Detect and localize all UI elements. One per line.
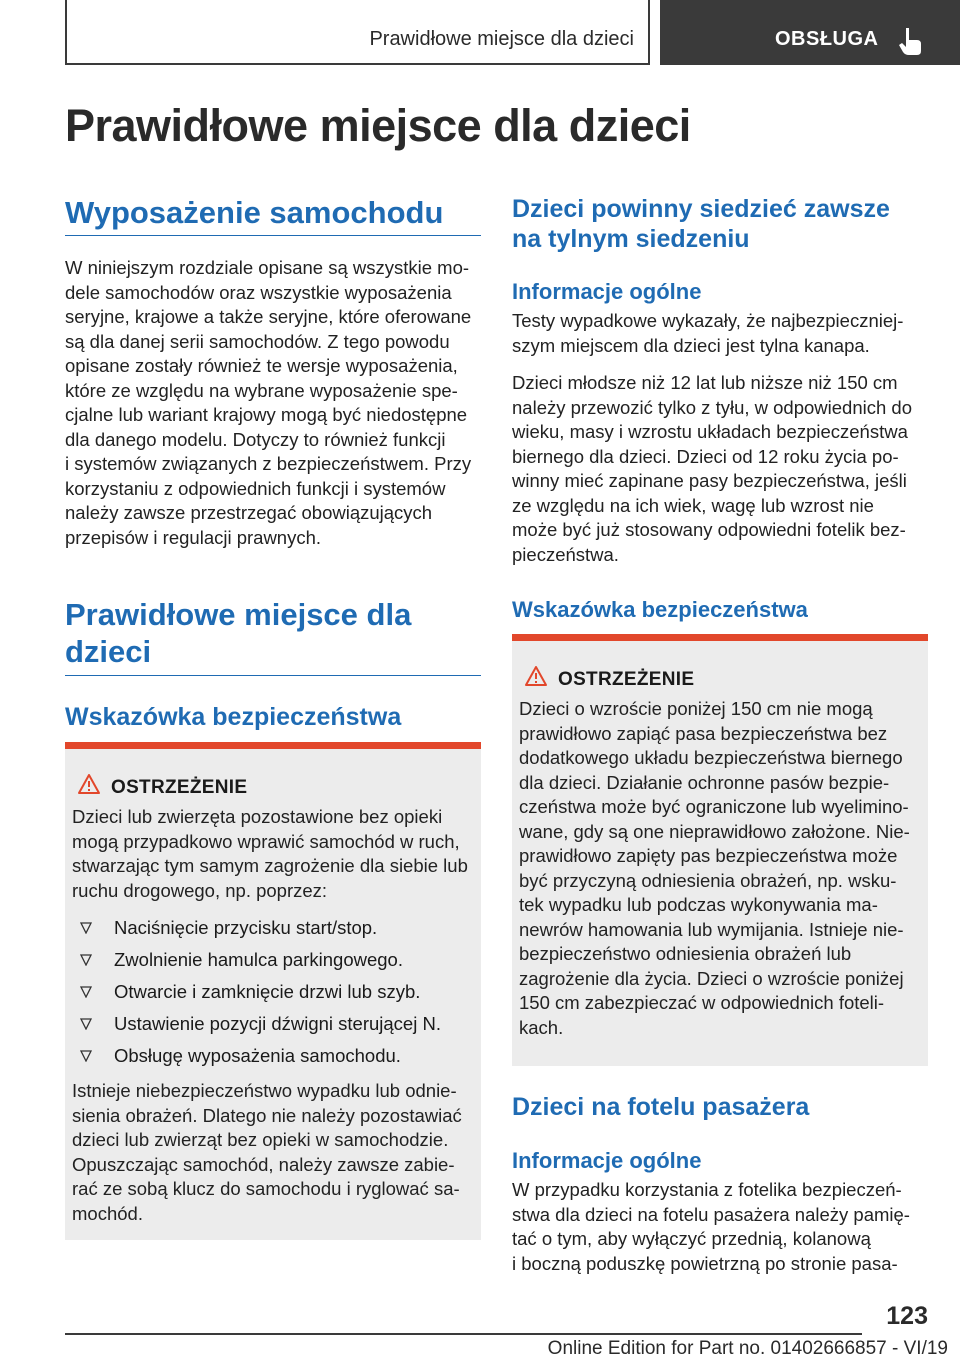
header-section-box <box>65 0 650 65</box>
triangle-bullet-icon <box>80 1018 92 1030</box>
warning-triangle-icon <box>77 773 101 795</box>
bullet-text: Zwolnienie hamulca parkingowego. <box>114 949 403 970</box>
warning-box <box>512 634 928 1066</box>
header-tab-obsluga <box>660 0 960 65</box>
triangle-bullet-icon <box>80 986 92 998</box>
text-line: kach. <box>519 1016 564 1038</box>
page-title: Prawidłowe miejsce dla dzieci <box>65 100 691 151</box>
heading-equipment: Wyposażenie samochodu <box>65 195 444 230</box>
text-line: W przypadku korzystania z fotelika bezpieczeń‐ <box>512 1179 902 1200</box>
heading-passenger-seat: Dzieci na fotelu pasażera <box>512 1093 810 1121</box>
text-line: winny mieć zapinane pasy bezpieczeństwa, jeśli <box>512 470 907 491</box>
text-line: i systemów związanych z bezpieczeństwem. Przy <box>65 453 472 474</box>
text-line: cjalne lub wariant krajowy mogą być niedostępne <box>65 404 468 425</box>
text-line: mogą przypadkowo wprawić samochód w ruch, <box>72 830 460 852</box>
text-line: W niniejszym rozdziale opisane są wszystkie mo‐ <box>65 257 470 278</box>
text-line: wane, gdy są one nieprawidłowo założone. Nie‐ <box>519 820 910 842</box>
pointing-hand-icon <box>897 26 923 56</box>
text-line: Dzieci lub zwierzęta pozostawione bez opieki <box>72 806 443 827</box>
heading-line: Dzieci powinny siedzieć zawsze <box>512 195 890 223</box>
text-line: są dla danej serii samochodów. Z tego powodu <box>65 330 450 352</box>
header-tab-label: OBSŁUGA <box>775 28 879 50</box>
heading-line: na tylnym siedzeniu <box>512 225 750 253</box>
text-line: prawidłowo zapiąć pasa bezpieczeństwa bez <box>519 722 888 744</box>
text-line: które ze względu na wybrane wyposażenie spe‐ <box>65 379 458 401</box>
text-line: tek wypadku lub podczas wykonywania ma‐ <box>519 894 878 915</box>
text-line: należy zawsze przestrzegać obowiązujących <box>65 502 433 523</box>
text-line: Dzieci o wzroście poniżej 150 cm nie mogą <box>519 698 873 719</box>
text-line: Istnieje niebezpieczeństwo wypadku lub odnie‐ <box>72 1080 457 1101</box>
general-paragraph-2 <box>512 371 912 567</box>
text-line: sienia obrażeń. Dlatego nie należy pozostawiać <box>72 1104 462 1126</box>
text-line: ruchu drogowego, np. poprzez: <box>72 879 328 901</box>
text-line: tać o tym, aby wyłączyć przednią, kolanową <box>512 1228 871 1249</box>
warning-text <box>519 697 910 1040</box>
text-line: rać ze sobą klucz do samochodu i ryglować sa‐ <box>72 1178 460 1199</box>
text-line: stwarzając tym samym zagrożenie dla siebie lub <box>72 855 468 876</box>
heading-rule <box>65 675 481 676</box>
heading-general-info: Informacje ogólne <box>512 279 702 304</box>
warning-box <box>65 742 481 1240</box>
equipment-paragraph <box>65 256 471 550</box>
footer-edition-text: Online Edition for Part no. 01402666857 - VI/19 <box>547 1338 948 1359</box>
text-line: Dzieci młodsze niż 12 lat lub niższe niż 150 cm <box>512 372 898 393</box>
header-section-title: Prawidłowe miejsce dla dzieci <box>369 28 634 50</box>
text-line: czeństwa może być ograniczone lub wyelimino‐ <box>519 796 909 817</box>
passenger-paragraph <box>512 1178 910 1276</box>
bullet-text: Naciśnięcie przycisku start/stop. <box>114 917 378 938</box>
text-line: pieczeństwa. <box>512 543 619 565</box>
text-line: prawidłowo zapięty pas bezpieczeństwa może <box>519 845 898 866</box>
warning-triangle-icon <box>524 665 548 687</box>
triangle-bullet-icon <box>80 1050 92 1062</box>
footer-rule <box>65 1333 862 1335</box>
text-line: przepisów i regulacji prawnych. <box>65 526 322 548</box>
text-line: należy przewozić tylko z tyłu, w odpowiednich do <box>512 396 912 418</box>
heading-general-info: Informacje ogólne <box>512 1148 702 1173</box>
triangle-bullet-icon <box>80 922 92 934</box>
heading-safety-note: Wskazówka bezpieczeństwa <box>65 703 402 731</box>
text-line: Opuszczając samochód, należy zawsze zabie‐ <box>72 1153 455 1175</box>
general-paragraph-1 <box>512 309 903 358</box>
text-line: biernego dla dzieci. Dzieci od 12 roku życia po‐ <box>512 445 899 467</box>
triangle-bullet-icon <box>80 954 92 966</box>
text-line: może być już stosowany odpowiedni fotelik bez‐ <box>512 519 906 540</box>
bullet-text: Obsługę wyposażenia samochodu. <box>114 1045 401 1066</box>
text-line: dla danego modelu. Dotyczy to również funkcji <box>65 428 446 450</box>
warning-intro <box>72 805 468 903</box>
text-line: dele samochodów oraz wszystkie wyposażenia <box>65 281 452 303</box>
text-line: mochód. <box>72 1202 143 1224</box>
text-line: korzystaniu z odpowiednich funkcji i systemów <box>65 477 446 499</box>
heading-rear-seat <box>512 194 890 254</box>
text-line: i boczną poduszkę powietrzną po stronie pasa‐ <box>512 1252 898 1274</box>
heading-line: Prawidłowe miejsce dla <box>65 597 412 632</box>
text-line: opisane zostały również te wersje wyposażenia, <box>65 355 458 376</box>
text-line: wieku, masy i wzrostu układach bezpieczeństwa <box>512 421 908 442</box>
text-line: 150 cm zabezpieczać w odpowiednich foteli‐ <box>519 992 885 1013</box>
bullet-text: Otwarcie i zamknięcie drzwi lub szyb. <box>114 981 421 1002</box>
bullet-text: Ustawienie pozycji dźwigni sterującej N. <box>114 1013 441 1034</box>
heading-correct-place <box>65 596 411 670</box>
text-line: ze względu na ich wiek, wagę lub wzrost nie <box>512 494 874 516</box>
page-number: 123 <box>886 1302 928 1330</box>
text-line: dodatkowego układu bezpieczeństwa biernego <box>519 747 903 768</box>
text-line: dzieci lub zwierząt bez opieki w samochodzie. <box>72 1129 449 1150</box>
text-line: szym miejscem dla dzieci jest tylna kanapa. <box>512 334 870 356</box>
text-line: zagrożenie dla życia. Dzieci o wzroście poniżej <box>519 967 904 989</box>
text-line: seryjne, krajowe a także seryjne, które oferowane <box>65 306 472 327</box>
text-line: newrów hamowania lub wymijania. Istnieje nie‐ <box>519 918 904 940</box>
text-line: stwa dla dzieci na fotelu pasażera należy pamię‐ <box>512 1203 910 1225</box>
warning-title: OSTRZEŻENIE <box>111 777 248 798</box>
text-line: być przyczyną odniesienia obrażeń, np. wsku‐ <box>519 869 897 891</box>
heading-rule <box>65 235 481 236</box>
text-line: bezpieczeństwo odniesienia obrażeń lub <box>519 943 852 964</box>
heading-safety-note: Wskazówka bezpieczeństwa <box>512 597 808 622</box>
text-line: dla dzieci. Działanie ochronne pasów bezpie‐ <box>519 771 890 793</box>
warning-title: OSTRZEŻENIE <box>558 669 695 690</box>
warning-outro <box>72 1079 462 1226</box>
text-line: Testy wypadkowe wykazały, że najbezpieczniej‐ <box>512 310 904 331</box>
heading-line: dzieci <box>65 634 152 669</box>
